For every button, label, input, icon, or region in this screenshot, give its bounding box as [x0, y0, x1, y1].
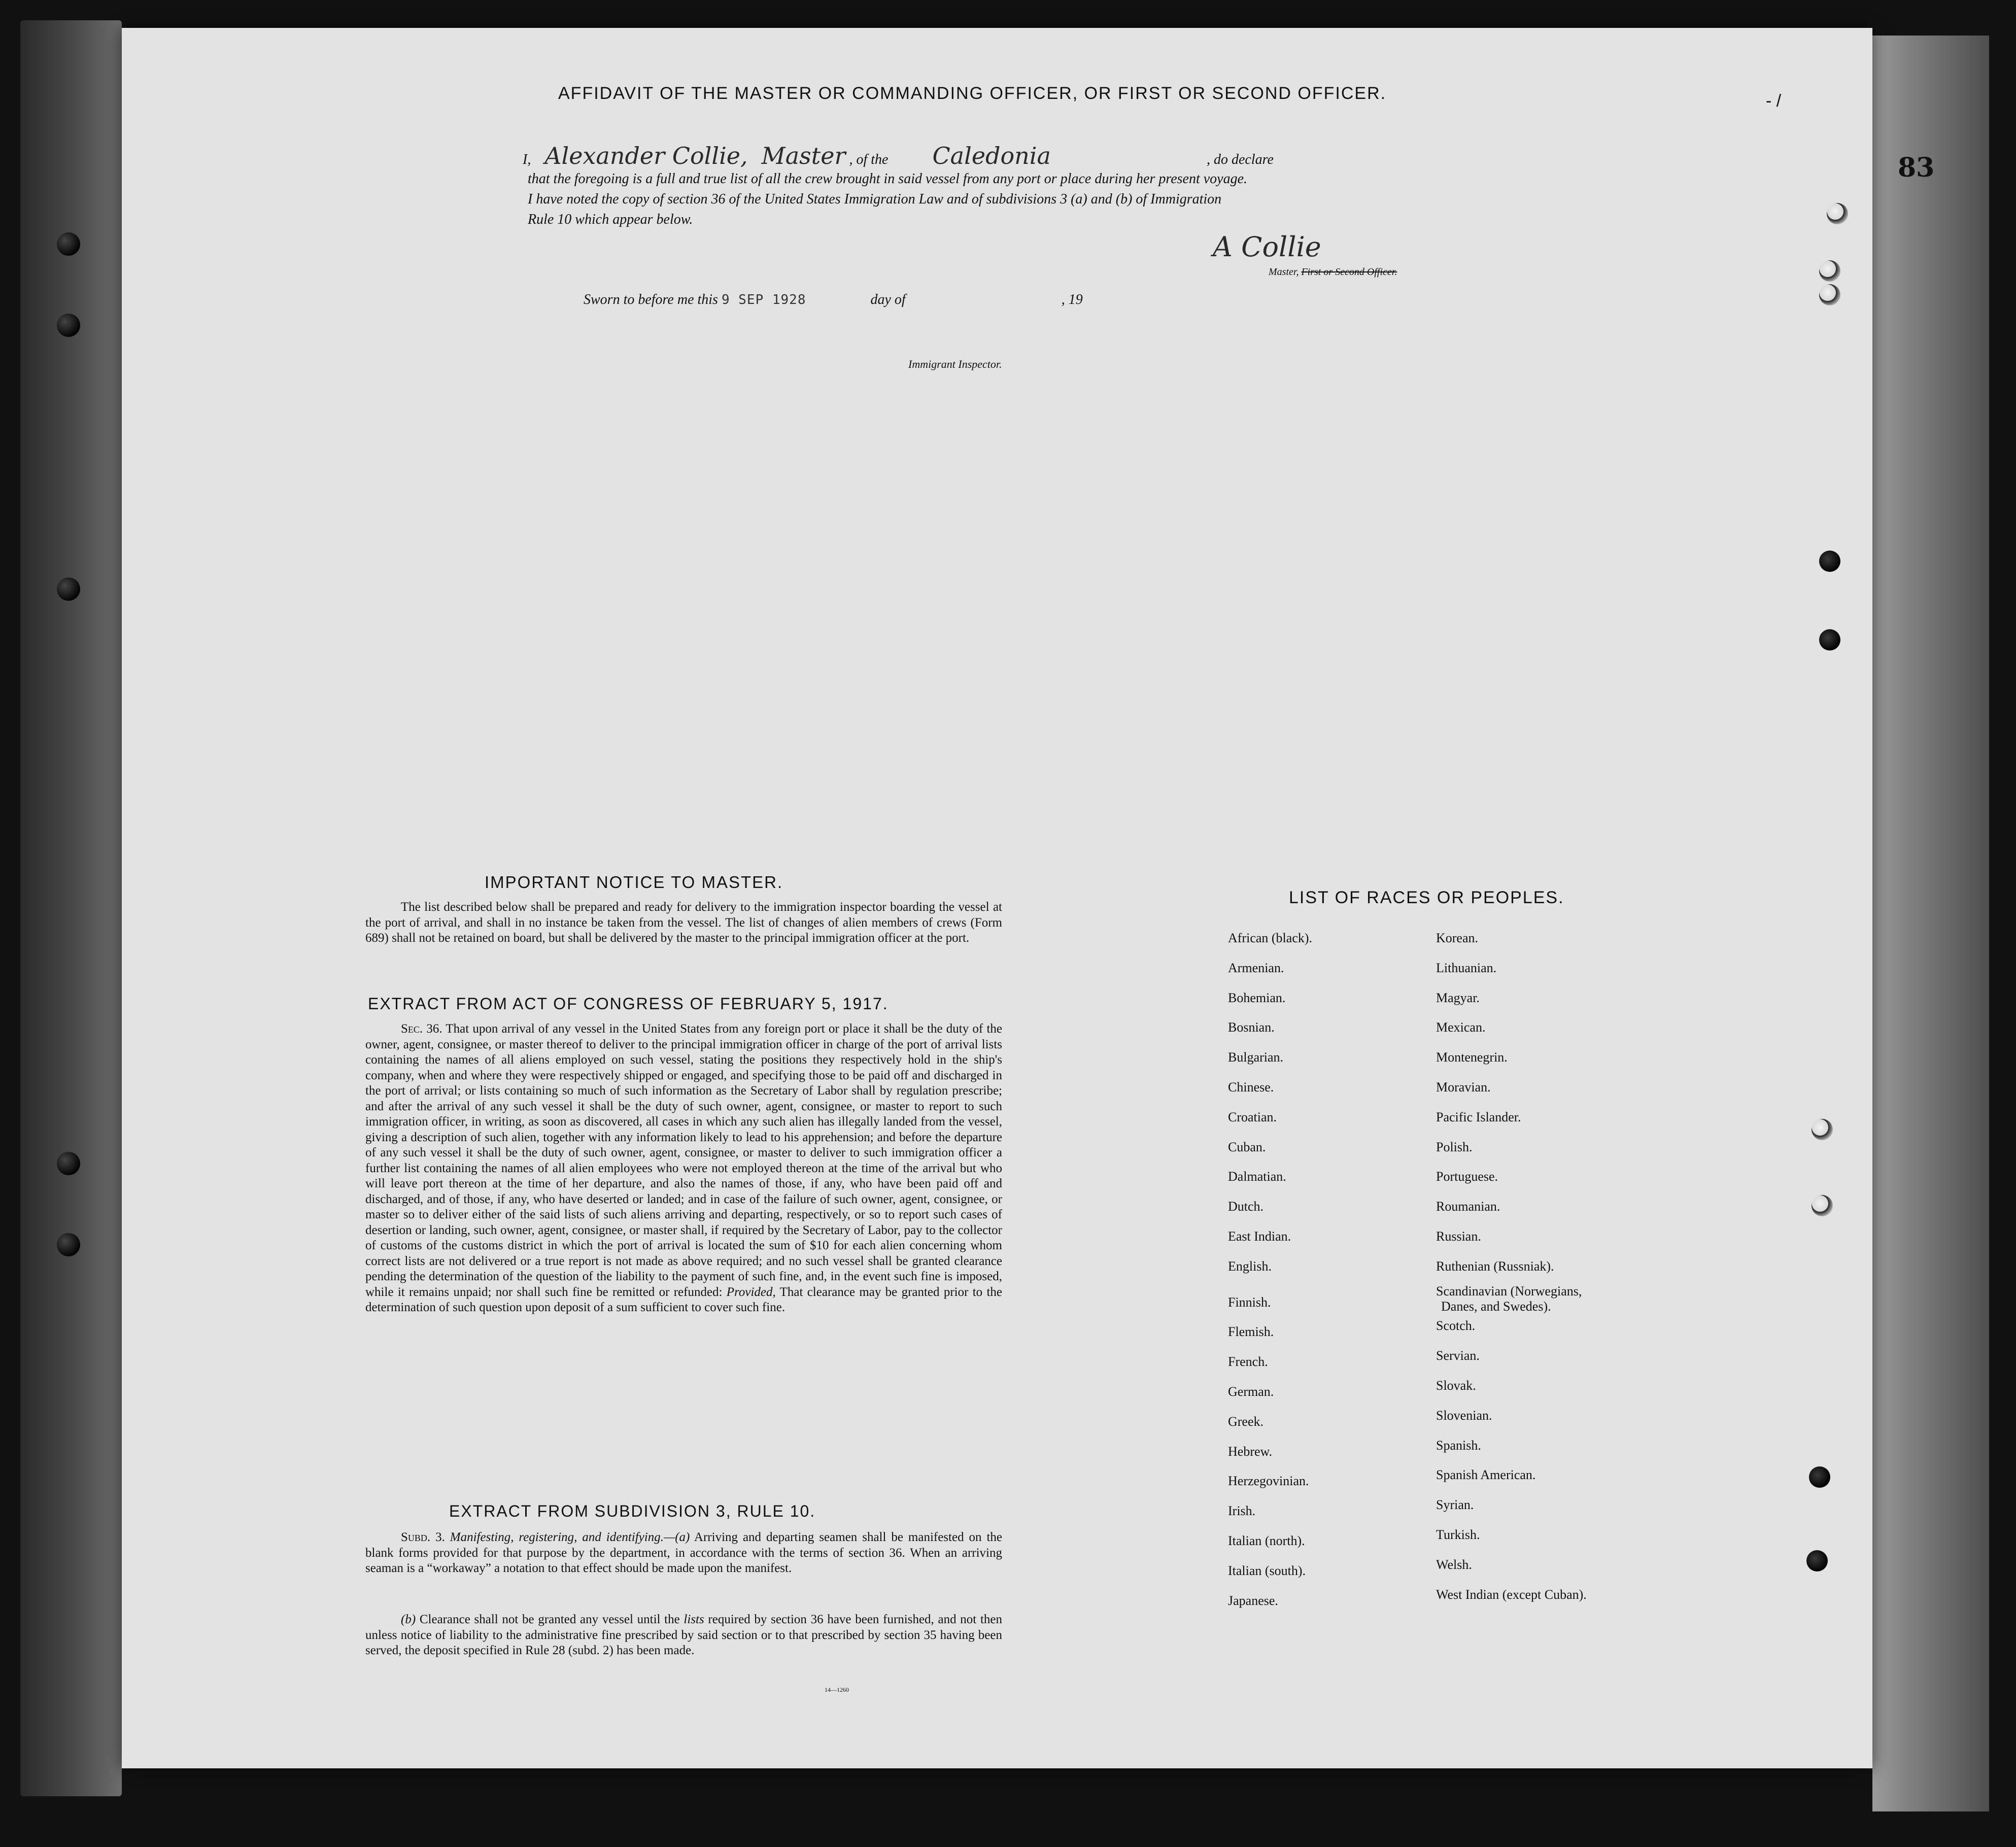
race-item: Turkish.: [1436, 1527, 1480, 1542]
affidavit-declaration: [523, 142, 1274, 169]
act-body-end: That clearance may be granted prior to the determination of such question upon deposit of a sum sufficient to cover such fine.: [365, 1285, 1002, 1314]
race-item: Dutch.: [1228, 1199, 1264, 1214]
race-item: Scandinavian (Norwegians,: [1436, 1283, 1582, 1298]
binder-hole: [57, 1152, 80, 1175]
punch-hole: [1827, 203, 1848, 224]
notice-body: The list described below shall be prepared and ready for delivery to the immigration inspector boarding the vessel at the port of arrival, and shall in no instance be taken from the vessel. The list of changes of alien members of crews (Form 689) shall not be retained on board, but shall be delivered by the master to the principal immigration officer at the port.: [365, 900, 1002, 945]
race-item: Japanese.: [1228, 1593, 1278, 1608]
sworn-line: [584, 292, 1083, 308]
b-lists: lists: [684, 1613, 704, 1626]
punch-hole: [1819, 629, 1840, 651]
caption-struck: First or Second Officer.: [1301, 266, 1397, 278]
race-item: English.: [1228, 1258, 1272, 1274]
handwritten-vessel: Caledonia: [932, 142, 1051, 169]
race-item: Italian (north).: [1228, 1533, 1305, 1548]
race-item: Cuban.: [1228, 1139, 1266, 1154]
race-item: Scotch.: [1436, 1318, 1476, 1333]
race-item: Bosnian.: [1228, 1020, 1275, 1035]
handwritten-name: Alexander Collie: [544, 142, 741, 169]
of-the-text: , of the: [849, 152, 889, 167]
manifest-page: [122, 28, 1872, 1768]
race-item: Danes, and Swedes).: [1441, 1298, 1551, 1314]
intro-text: I,: [523, 152, 531, 167]
race-item: Portuguese.: [1436, 1169, 1498, 1184]
act-text: [365, 1021, 1002, 1316]
punch-hole: [1812, 1119, 1833, 1140]
race-item: Finnish.: [1228, 1294, 1271, 1310]
race-item: Spanish American.: [1436, 1467, 1536, 1483]
race-item: Spanish.: [1436, 1438, 1481, 1453]
race-item: Moravian.: [1436, 1080, 1491, 1094]
race-item: Flemish.: [1228, 1324, 1274, 1340]
races-heading: LIST OF RACES OR PEOPLES.: [1289, 888, 1564, 907]
race-item: Ruthenian (Russniak).: [1436, 1258, 1554, 1274]
act-heading: EXTRACT FROM ACT OF CONGRESS OF FEBRUARY 5, 1917.: [368, 995, 889, 1013]
declare-text: , do declare: [1206, 152, 1274, 167]
binder-hole: [57, 232, 80, 256]
binder-hole: [57, 314, 80, 337]
punch-hole: [1819, 284, 1840, 305]
rule-subd-b: [365, 1612, 1002, 1659]
race-item: Chinese.: [1228, 1080, 1274, 1094]
date-stamp: 9 SEP 1928: [721, 292, 806, 307]
signature-caption: [1269, 266, 1397, 278]
handwritten-role: Master: [761, 142, 846, 169]
corner-mark: - /: [1766, 91, 1782, 111]
subd-title: Manifesting, registering, and identifying.—(a): [450, 1530, 690, 1544]
name-comma: ,: [740, 142, 748, 169]
caption-master: Master,: [1269, 266, 1299, 278]
notice-text: [365, 900, 1002, 946]
race-item: East Indian.: [1228, 1229, 1291, 1244]
binder-hole: [57, 577, 80, 601]
race-item: German.: [1228, 1384, 1274, 1399]
race-item: Bulgarian.: [1228, 1050, 1284, 1065]
b-body-2: required by section 36 have been furnished, and not then unless notice of liability to the administrative fine prescribed by said section or to that prescribed by section 35 having been served, the deposit specified in Rule 28 (subd. 2) has been made.: [365, 1613, 1002, 1657]
subd-body: Arriving and departing seamen shall be manifested on the blank forms provided for that purpose by the department, in accordance with the terms of section 36. When an arriving seaman is a “workaway” a notation to that effect should be made upon the manifest.: [365, 1530, 1002, 1575]
notice-heading: IMPORTANT NOTICE TO MASTER.: [485, 873, 783, 892]
race-item: Mexican.: [1436, 1020, 1486, 1035]
binder-right-edge: [1872, 36, 1989, 1811]
race-item: Lithuanian.: [1436, 960, 1497, 975]
punch-hole: [1809, 1466, 1830, 1488]
page-number: 83: [1898, 152, 1935, 183]
b-label: (b): [401, 1613, 416, 1626]
binder-hole: [57, 1233, 80, 1256]
b-body-1: Clearance shall not be granted any vessel until the: [419, 1613, 680, 1626]
race-item: Korean.: [1436, 931, 1479, 945]
sworn-label: Sworn to before me this: [584, 292, 718, 307]
race-item: Magyar.: [1436, 990, 1480, 1005]
rule-subd-a: [365, 1530, 1002, 1577]
race-item: Italian (south).: [1228, 1563, 1306, 1578]
affidavit-line-3: I have noted the copy of section 36 of the United States Immigration Law and of subdivisions 3 (a) and (b) of Immigration: [528, 191, 1222, 207]
race-item: Slovenian.: [1436, 1408, 1492, 1423]
race-item: Dalmatian.: [1228, 1169, 1286, 1184]
binder-left-edge: [20, 20, 122, 1796]
race-item: Armenian.: [1228, 960, 1284, 975]
year-label: , 19: [1061, 292, 1083, 307]
provided-label: Provided,: [726, 1285, 776, 1299]
race-item: Roumanian.: [1436, 1199, 1500, 1214]
race-item: Greek.: [1228, 1414, 1264, 1429]
race-item: Irish.: [1228, 1503, 1256, 1519]
punch-hole: [1812, 1195, 1833, 1216]
race-item: African (black).: [1228, 931, 1313, 945]
rule-heading: EXTRACT FROM SUBDIVISION 3, RULE 10.: [449, 1502, 816, 1520]
inspector-caption: Immigrant Inspector.: [908, 358, 1002, 370]
race-item: Polish.: [1436, 1139, 1473, 1154]
form-number: 14—1260: [825, 1686, 849, 1693]
race-item: Croatian.: [1228, 1109, 1277, 1124]
race-item: Slovak.: [1436, 1378, 1476, 1393]
day-of-label: day of: [870, 292, 906, 307]
race-item: West Indian (except Cuban).: [1436, 1587, 1587, 1602]
race-item: Welsh.: [1436, 1557, 1472, 1572]
affidavit-title: AFFIDAVIT OF THE MASTER OR COMMANDING OFFICER, OR FIRST OR SECOND OFFICER.: [558, 84, 1387, 103]
race-item: Servian.: [1436, 1348, 1480, 1363]
race-item: Pacific Islander.: [1436, 1109, 1521, 1124]
race-item: Bohemian.: [1228, 990, 1286, 1005]
punch-hole: [1819, 260, 1840, 282]
affidavit-line-4: Rule 10 which appear below.: [528, 212, 693, 227]
sec-label: Sec. 36.: [401, 1022, 442, 1036]
punch-hole: [1806, 1550, 1828, 1571]
race-item: Hebrew.: [1228, 1444, 1273, 1459]
race-item: Montenegrin.: [1436, 1050, 1508, 1065]
race-item: Herzegovinian.: [1228, 1474, 1309, 1489]
race-item: Russian.: [1436, 1229, 1481, 1244]
affidavit-line-2: that the foregoing is a full and true list of all the crew brought in said vessel from any port or place during her present voyage.: [528, 171, 1248, 187]
punch-hole: [1819, 551, 1840, 572]
act-body: That upon arrival of any vessel in the United States from any foreign port or place it shall be the duty of the owner, agent, consignee, or master thereof to deliver to the principal immigration officer in charge of the port of arrival lists containing the names of all aliens employed on such vessel, stating the positions they respectively hold in the ship's company, when and where they were respectively shipped or engaged, and specifying those to be paid off and discharged in the port of arrival; or lists containing so much of such information as the Secretary of Labor shall by regulation prescribe; and after the arrival of any such vessel it shall be the duty of such owner, agent, consignee, or master to report to such immigration officer, in writing, as soon as discovered, all cases in which any such alien has illegally landed from the vessel, giving a description of such alien, together with any information likely to lead to his apprehension; and before the departure of any such vessel it shall be the duty of such owner, agent, consignee, or master to deliver to such immigration officer a further list containing the names of all alien employees who were not employed thereon at the time of the arrival but who will leave port thereon at the time of her departure, and also the names of those, if any, who have been paid off and discharged, and of those, if any, who have deserted or landed; and in case of the failure of such owner, agent, consignee, or master so to deliver either of the said lists of such aliens arriving and departing, respectively, or so to report such cases of desertion or landing, such owner, agent, consignee, or master shall, if required by the Secretary of Labor, pay to the collector of customs of the customs district in which the port of arrival is located the sum of $10 for each alien concerning whom correct lists are not delivered or a true report is not made as above required; and no such vessel shall be granted clearance pending the determination of the question of the liability to the payment of such fine, and, in the event such fine is imposed, while it remains unpaid; nor shall such fine be remitted or refunded:: [365, 1022, 1002, 1299]
master-signature: A Collie: [1213, 231, 1321, 263]
subd-label: Subd. 3.: [401, 1530, 445, 1544]
race-item: Syrian.: [1436, 1497, 1474, 1513]
race-item: French.: [1228, 1354, 1268, 1370]
